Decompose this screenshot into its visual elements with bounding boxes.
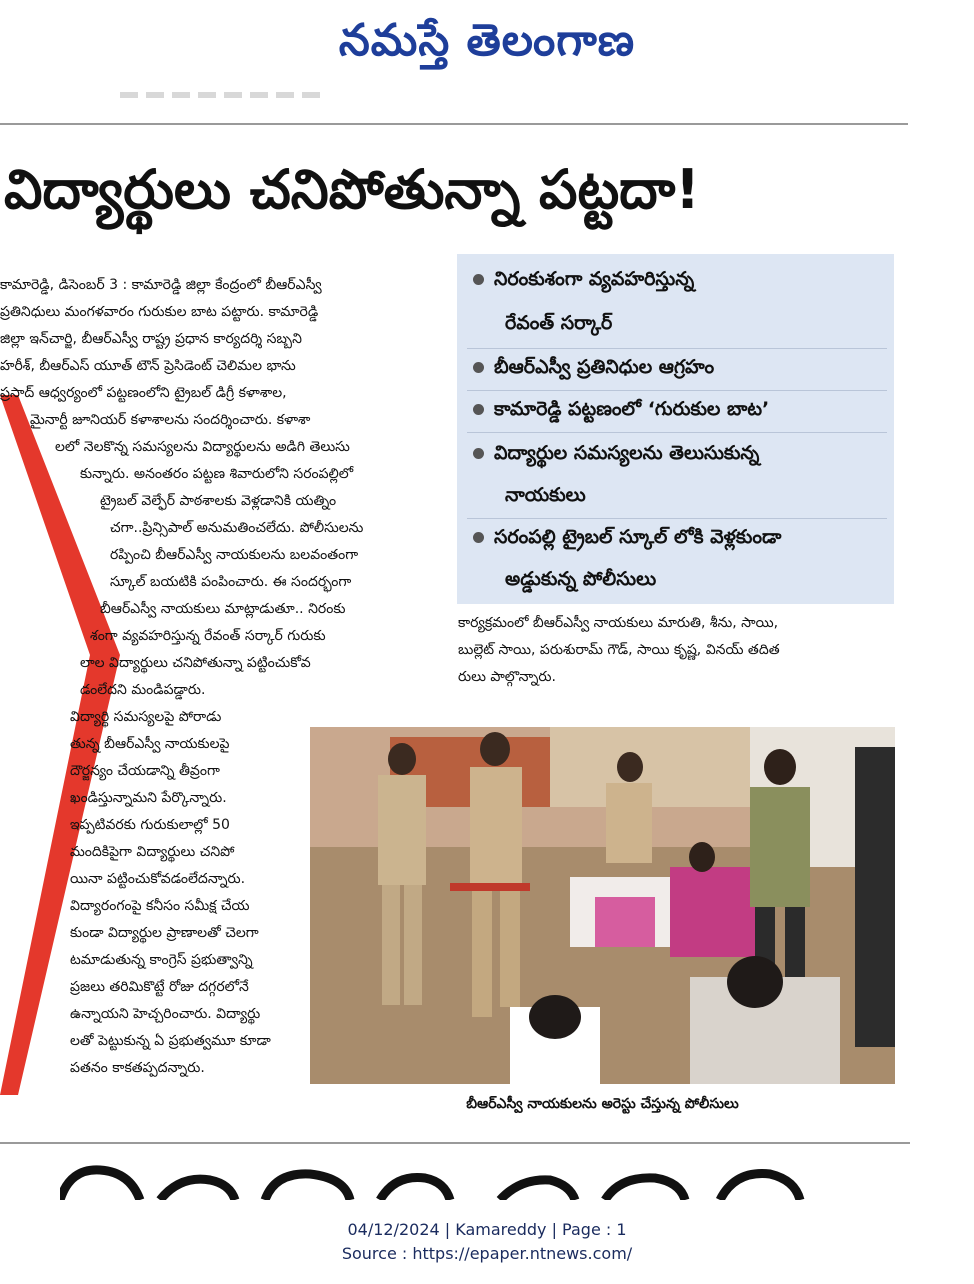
page-footer	[0, 1218, 974, 1266]
body-line: జిల్లా ఇన్‌చార్జి, బీఆర్ఎస్వీ రాష్ట్ర ప్రధాన కార్యదర్శి సబ్బని	[0, 331, 302, 347]
body-line: ప్రసాద్ ఆధ్వర్యంలో పట్టణంలోని ట్రైబల్ డిగ్రీ కళాశాల,	[0, 385, 287, 401]
body-line: కార్యక్రమంలో బీఆర్ఎస్వీ నాయకులు మారుతి, శీను, సాయి,	[458, 615, 779, 631]
highlight-text: కామారెడ్డి పట్టణంలో ‘గురుకుల బాట’	[494, 398, 770, 420]
highlight-text: బీఆర్ఎస్వీ ప్రతినిధుల ఆగ్రహం	[494, 356, 715, 378]
body-line: ఉన్నాయని హెచ్చరించారు. విద్యార్థు	[70, 1006, 261, 1022]
highlight-text: రేవంత్ సర్కార్	[505, 312, 613, 334]
highlight-item	[473, 388, 888, 430]
body-line: రులు పాల్గొన్నారు.	[458, 669, 556, 685]
body-line: లతో పెట్టుకున్న ఏ ప్రభుత్వమూ కూడా	[70, 1033, 271, 1049]
news-photo	[310, 727, 895, 1084]
bullet-icon	[473, 404, 484, 415]
body-line: చగా..ప్రిన్సిపాల్ అనుమతించలేదు. పోలీసులను	[110, 520, 364, 536]
highlight-text: సరంపల్లి ట్రైబల్ స్కూల్ లోకి వెళ్లకుండా	[494, 526, 782, 548]
body-line: యినా పట్టించుకోవడంలేదన్నారు.	[70, 871, 246, 887]
body-line: ప్రజలు తరిమికొట్టే రోజు దగ్గరలోనే	[70, 979, 249, 995]
highlight-item	[473, 258, 888, 300]
body-line: లలో నెలకొన్న సమస్యలను విద్యార్థులను అడిగి తెలుసు	[55, 439, 350, 455]
body-line: దౌర్జన్యం చేయడాన్ని తీవ్రంగా	[70, 763, 220, 779]
bullet-icon	[473, 448, 484, 459]
body-line: విద్యార్థి సమస్యలపై పోరాడు	[70, 709, 222, 725]
highlights-box	[457, 254, 894, 604]
body-line: కుండా విద్యార్థుల ప్రాణాలతో చెలగా	[70, 925, 259, 941]
body-line: ఇప్పటివరకు గురుకులాల్లో 50	[70, 817, 230, 833]
masthead-logo: నమస్తే తెలంగాణ	[338, 15, 636, 66]
bullet-icon	[473, 532, 484, 543]
highlight-text: నిరంకుశంగా వ్యవహరిస్తున్న	[494, 268, 695, 290]
body-line: కున్నారు. అనంతరం పట్టణ శివారులోని సరంపల్లిలో	[80, 466, 354, 482]
body-line: డంలేదని మండిపడ్డారు.	[80, 682, 206, 698]
body-line: ట్రైబల్ వెల్ఫేర్ పాఠశాలకు వెళ్లడానికి యత్నిం	[100, 493, 337, 509]
body-line: తున్న బీఆర్ఎస్వీ నాయకులపై	[70, 736, 230, 752]
highlight-text: అడ్డుకున్న పోలీసులు	[505, 568, 657, 590]
body-line: మైనార్టీ జూనియర్ కళాశాలను సందర్శించారు. కళాశా	[30, 412, 311, 428]
footer-date-edition: 04/12/2024 | Kamareddy | Page : 1	[347, 1220, 627, 1239]
next-article-headline-fragment	[60, 1160, 820, 1200]
highlight-item	[473, 516, 888, 558]
highlight-text: నాయకులు	[505, 484, 586, 506]
highlight-text: విద్యార్థుల సమస్యలను తెలుసుకున్న	[494, 442, 760, 464]
body-line: విద్యారంగంపై కనీసం సమీక్ష చేయ	[70, 898, 250, 914]
bullet-icon	[473, 362, 484, 373]
body-line: ఖండిస్తున్నామని పేర్కొన్నారు.	[70, 790, 227, 806]
body-line: ప్రతినిధులు మంగళవారం గురుకుల బాట పట్టారు. కామారెడ్డి	[0, 304, 319, 320]
body-line: రప్పించి బీఆర్ఎస్వీ నాయకులను బలవంతంగా	[110, 547, 359, 563]
body-line: పతనం కాకతప్పదన్నారు.	[70, 1060, 205, 1076]
photo-caption: బీఆర్ఎస్వీ నాయకులను అరెస్టు చేస్తున్న పోలీసులు	[466, 1096, 739, 1112]
body-line: హరీశ్, బీఆర్ఎస్ యూత్ టౌన్ ప్రెసిడెంట్ చెలిమల భాను	[0, 358, 296, 374]
body-line: స్కూల్ బయటికి పంపించారు. ఈ సందర్భంగా	[110, 574, 352, 590]
highlight-item	[473, 474, 888, 516]
highlight-item	[473, 302, 888, 344]
body-line: బీఆర్ఎస్వీ నాయకులు మాట్లాడుతూ.. నిరంకు	[100, 601, 346, 617]
photo-illustration	[310, 727, 895, 1084]
body-line: లాల విద్యార్థులు చనిపోతున్నా పట్టించుకోవ	[80, 655, 311, 671]
bottom-divider	[0, 1142, 910, 1144]
bullet-icon	[473, 274, 484, 285]
top-divider	[0, 123, 908, 125]
highlight-item	[473, 346, 888, 388]
footer-source: Source : https://epaper.ntnews.com/	[341, 1244, 633, 1263]
body-line: బుల్లెట్ సాయి, పరుశురామ్ గౌడ్, సాయి కృష్ణ, వినయ్ తదిత	[458, 642, 780, 658]
body-line: టమాడుతున్న కాంగ్రెస్ ప్రభుత్వాన్ని	[70, 952, 253, 968]
article-headline: విద్యార్థులు చనిపోతున్నా పట్టదా!	[4, 158, 700, 221]
body-line: శంగా వ్యవహరిస్తున్న రేవంత్ సర్కార్ గురుకు	[90, 628, 326, 644]
highlight-item	[473, 432, 888, 474]
masthead-subline	[120, 92, 320, 98]
highlight-item	[473, 558, 888, 600]
body-line: మందికిపైగా విద్యార్థులు చనిపో	[70, 844, 235, 860]
body-line: కామారెడ్డి, డిసెంబర్ 3 : కామారెడ్డి జిల్లా కేంద్రంలో బీఆర్ఎస్వీ	[0, 277, 322, 293]
article-continued	[458, 610, 898, 691]
